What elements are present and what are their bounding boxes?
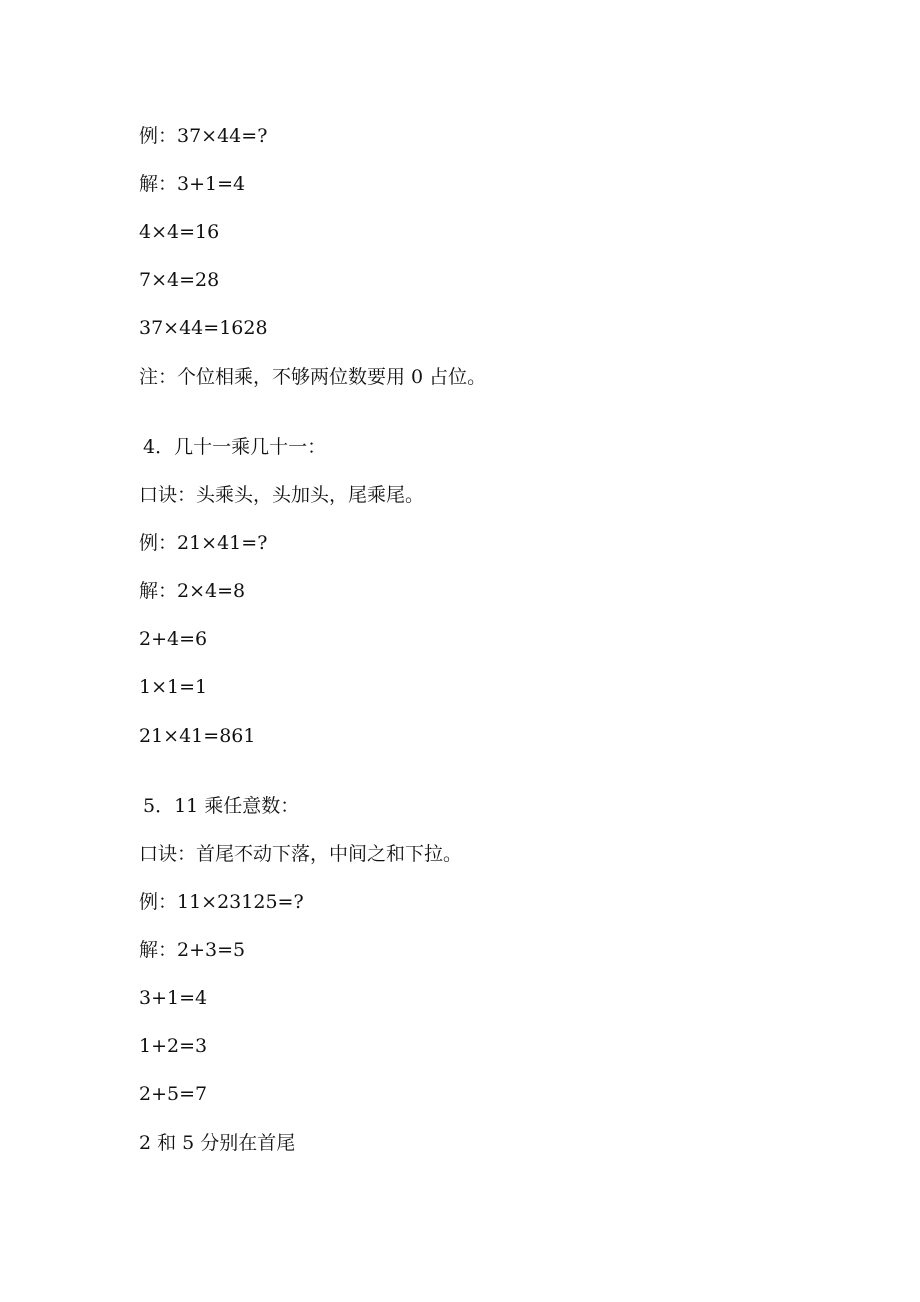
calculation-line: 4×4=16	[139, 221, 220, 243]
explanation-line: 2 和 5 分别在首尾	[139, 1132, 296, 1154]
solution-line: 解：2×4=8	[139, 580, 246, 602]
calculation-line: 7×4=28	[139, 269, 220, 291]
mnemonic-line: 口诀：首尾不动下落，中间之和下拉。	[139, 843, 463, 865]
mnemonic-line: 口诀：头乘头，头加头，尾乘尾。	[139, 484, 425, 506]
calculation-line: 2+5=7	[139, 1083, 208, 1105]
example-line: 例：37×44=?	[139, 125, 268, 147]
calculation-line: 3+1=4	[139, 987, 208, 1009]
solution-line: 解：2+3=5	[139, 939, 246, 961]
note-line: 注：个位相乘，不够两位数要用 0 占位。	[139, 366, 487, 388]
result-line: 21×41=861	[139, 725, 256, 747]
calculation-line: 2+4=6	[139, 628, 208, 650]
result-line: 37×44=1628	[139, 317, 268, 339]
section-heading: 4．几十一乘几十一：	[143, 436, 327, 458]
section-heading: 5．11 乘任意数：	[143, 795, 300, 817]
solution-line: 解：3+1=4	[139, 173, 246, 195]
example-line: 例：11×23125=?	[139, 891, 304, 913]
calculation-line: 1×1=1	[139, 676, 208, 698]
example-line: 例：21×41=?	[139, 532, 268, 554]
calculation-line: 1+2=3	[139, 1035, 208, 1057]
